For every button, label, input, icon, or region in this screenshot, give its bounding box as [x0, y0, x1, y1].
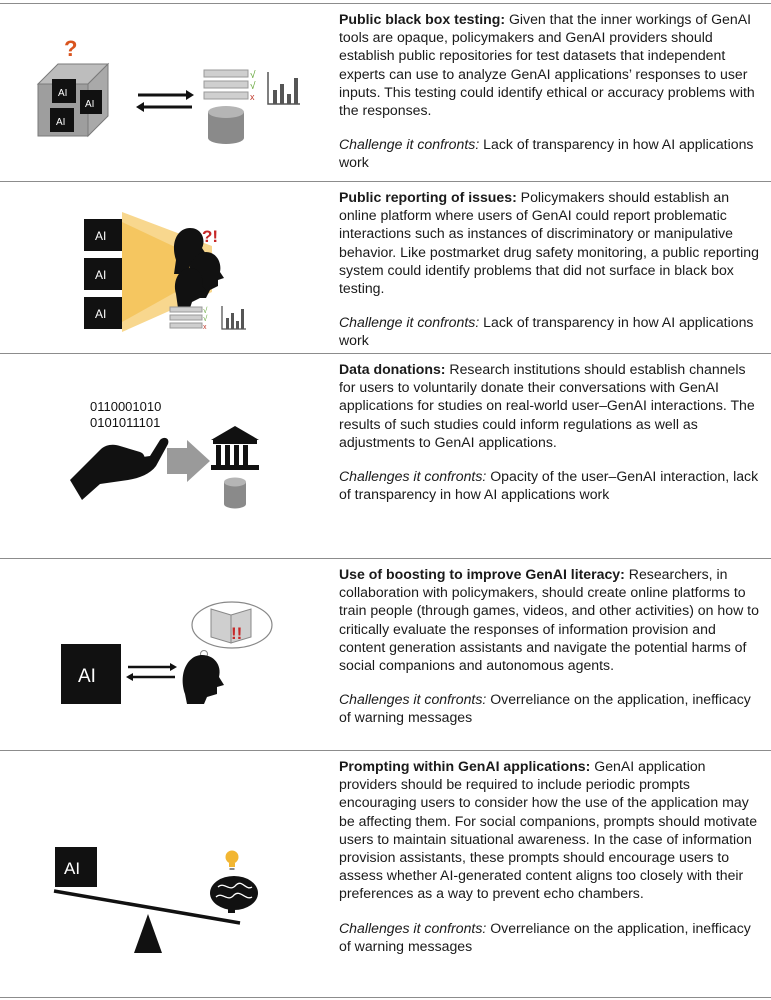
svg-text:AI: AI [64, 859, 81, 878]
intervention-description: Researchers, in collaboration with policymakers, should create online platforms to train people (through games, videos, and other activities) on how to critically evaluate the responses of information provision and content generation assistants and navigate the potential harms of social companions and autonomous agents. [339, 566, 759, 674]
intervention-title: Public black box testing: [339, 11, 506, 27]
exclamation-question-icon [202, 227, 218, 246]
intervention-title: Data donations: [339, 361, 446, 377]
row-text [339, 188, 763, 350]
question-mark-icon [64, 36, 77, 61]
svg-text:x: x [250, 92, 255, 102]
row-boosting-literacy [0, 558, 771, 751]
intervention-description: Research institutions should establish channels for users to voluntarily donate their conversations with GenAI applications for studies on real-world user–GenAI interactions. The results of such studies could inform regulations as well as adjustments to GenAI applications. [339, 361, 755, 450]
black-box-cube-icon [38, 64, 108, 136]
row-data-donations [0, 353, 771, 559]
row-text [339, 360, 763, 503]
ai-box-icon [61, 644, 121, 704]
boosting-literacy-illustration [0, 559, 330, 751]
svg-text:AI: AI [56, 117, 66, 128]
row-black-box-testing [0, 3, 771, 182]
ai-tiles-icon [84, 219, 122, 329]
seesaw-beam-icon [54, 891, 240, 953]
svg-text:AI: AI [95, 307, 107, 321]
intervention-title: Prompting within GenAI applications: [339, 758, 591, 774]
challenge-text: Lack of transparency in how AI applications work [339, 314, 754, 349]
row-text [339, 565, 763, 727]
bar-chart-icon [268, 72, 300, 104]
bar-chart-icon [222, 306, 246, 329]
row-text [339, 757, 763, 955]
ai-box-icon [55, 847, 97, 887]
svg-text:0110001010: 0110001010 [90, 399, 162, 414]
row-text [339, 10, 763, 172]
brain-icon [210, 876, 258, 913]
data-donation-illustration [0, 354, 330, 559]
svg-text:AI: AI [95, 268, 107, 282]
svg-text:0101011101: 0101011101 [90, 415, 161, 430]
challenge-text: Lack of transparency in how AI applications work [339, 136, 754, 171]
user-head-icon [183, 655, 224, 704]
svg-text:AI: AI [58, 88, 68, 99]
row-prompting [0, 750, 771, 998]
challenge-text: Opacity of the user–GenAI interaction, lack of transparency in how AI applications work [339, 468, 759, 503]
challenge-label: Challenges it confronts: [339, 468, 487, 485]
intervention-title: Use of boosting to improve GenAI literacy: [339, 566, 625, 582]
database-icon [208, 106, 244, 144]
intervention-description: Policymakers should establish an online platform where users of GenAI could report problematic interactions such as instances of discriminatory or manipulative behavior. Like postmarket drug safety monitoring, a public reporting system could identify problems that did not surface in black box testing. [339, 189, 759, 297]
prompting-balance-illustration [0, 751, 330, 997]
lightbulb-icon [226, 851, 239, 871]
test-dataset-list-icon [204, 69, 256, 102]
svg-text:√: √ [203, 306, 208, 315]
challenge-label: Challenges it confronts: [339, 919, 487, 936]
svg-text:AI: AI [95, 229, 107, 243]
exchange-arrows-icon [126, 663, 177, 681]
svg-text:√: √ [250, 81, 256, 92]
svg-text:AI: AI [85, 99, 95, 110]
public-reporting-illustration [0, 182, 330, 354]
open-hand-icon [70, 438, 168, 500]
svg-text:√: √ [203, 314, 208, 323]
intervention-description: GenAI application providers should be required to include periodic prompts encouraging users to consider how the use of the application may be affecting them. For social companions, prompts should motivate users to maintain situational awareness. In the case of information provision assistants, these prompts should encourage users to assess whether AI-generated content aligns too closely with their preferences as a way to prevent echo chambers. [339, 758, 758, 902]
donate-arrow-icon [167, 440, 210, 482]
binary-data-text [90, 399, 161, 430]
svg-text:?: ? [64, 36, 78, 61]
challenge-label: Challenges it confronts: [339, 691, 487, 708]
challenge-label: Challenge it confronts: [339, 314, 480, 331]
report-list-icon [170, 306, 208, 331]
intervention-title: Public reporting of issues: [339, 189, 517, 205]
svg-text:!!: !! [231, 624, 243, 643]
challenge-text: Overreliance on the application, inefficacy of warning messages [339, 691, 751, 726]
svg-text:AI: AI [78, 666, 96, 687]
database-icon [224, 478, 246, 509]
svg-text:√: √ [250, 70, 256, 81]
challenge-text: Overreliance on the application, inefficacy of warning messages [339, 919, 751, 954]
intervention-description: Given that the inner workings of GenAI tools are opaque, policymakers and GenAI providers should establish public repositories for test datasets that independent experts can use to analyze GenAI applications’ responses to user inputs. This testing could identify ethical or accuracy problems with the responses. [339, 11, 755, 119]
svg-text:x: x [203, 324, 207, 331]
row-public-reporting [0, 181, 771, 354]
exchange-arrows-icon [136, 90, 194, 112]
challenge-label: Challenge it confronts: [339, 136, 480, 153]
svg-text:?!: ?! [202, 227, 219, 246]
research-institution-icon [211, 426, 259, 470]
black-box-testing-illustration [0, 4, 330, 182]
